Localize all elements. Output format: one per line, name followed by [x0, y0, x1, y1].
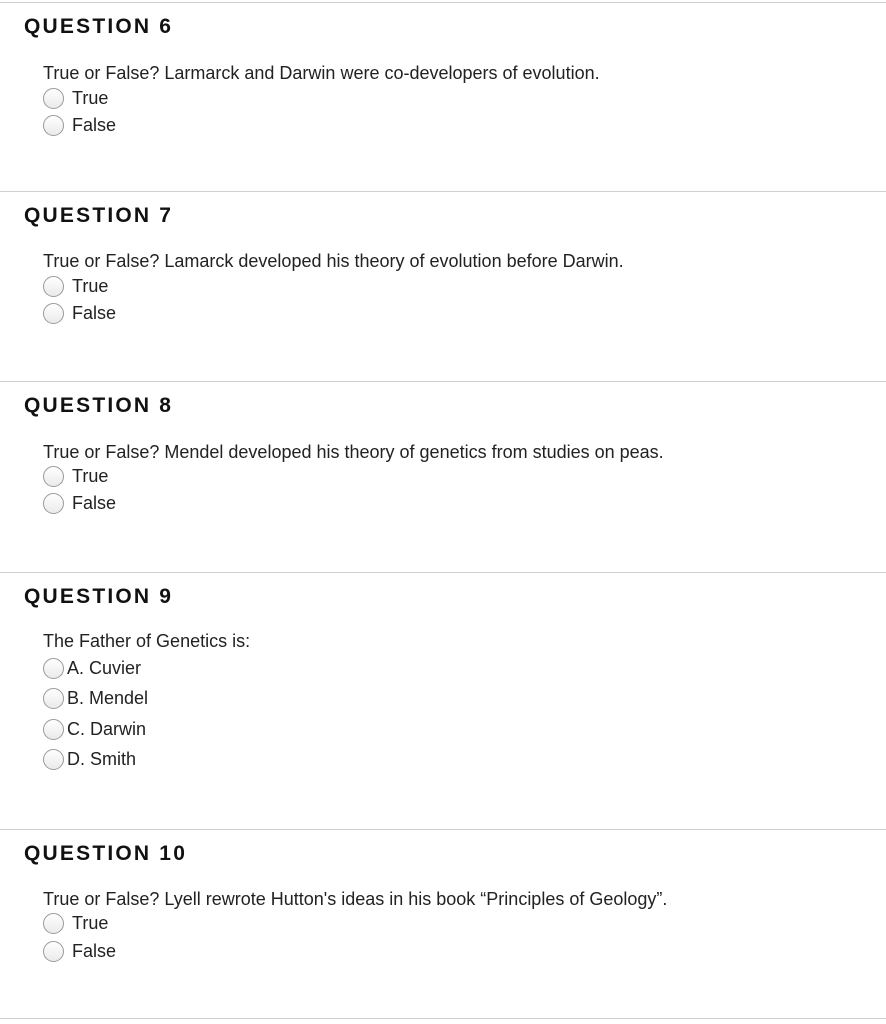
bottom-divider [0, 1018, 886, 1019]
question-title: QUESTION 6 [24, 15, 174, 38]
radio-button[interactable] [43, 466, 64, 487]
option-label: A. Cuvier [67, 657, 142, 678]
option-false[interactable] [43, 112, 116, 138]
option-false[interactable] [43, 300, 116, 326]
radio-button[interactable] [43, 941, 64, 962]
option-label: D. Smith [67, 748, 137, 769]
question-title: QUESTION 8 [24, 394, 174, 417]
question-9 [0, 572, 886, 829]
question-text: True or False? Lamarck developed his theory of evolution before Darwin. [43, 251, 624, 271]
radio-button[interactable] [43, 749, 64, 770]
option-label: False [72, 302, 117, 323]
option-b[interactable] [43, 685, 148, 711]
radio-button[interactable] [43, 88, 64, 109]
radio-button[interactable] [43, 115, 64, 136]
radio-button[interactable] [43, 493, 64, 514]
radio-button[interactable] [43, 276, 64, 297]
option-true[interactable] [43, 85, 108, 111]
option-label: B. Mendel [67, 687, 149, 708]
option-label: False [72, 940, 117, 961]
option-label: True [72, 912, 109, 933]
question-text: True or False? Lyell rewrote Hutton's ideas in his book “Principles of Geology”. [43, 889, 668, 909]
radio-button[interactable] [43, 303, 64, 324]
question-7 [0, 191, 886, 381]
option-a[interactable] [43, 655, 141, 681]
radio-button[interactable] [43, 688, 64, 709]
option-false[interactable] [43, 938, 116, 964]
option-false[interactable] [43, 490, 116, 516]
radio-button[interactable] [43, 719, 64, 740]
question-text: True or False? Mendel developed his theory of genetics from studies on peas. [43, 442, 664, 462]
question-10 [0, 829, 886, 1018]
option-d[interactable] [43, 746, 136, 772]
question-text: True or False? Larmarck and Darwin were co-developers of evolution. [43, 63, 600, 83]
option-true[interactable] [43, 463, 108, 489]
radio-button[interactable] [43, 913, 64, 934]
question-8 [0, 381, 886, 572]
option-label: False [72, 492, 117, 513]
question-title: QUESTION 9 [24, 585, 174, 608]
option-label: False [72, 114, 117, 135]
option-true[interactable] [43, 273, 108, 299]
option-label: True [72, 275, 109, 296]
option-label: True [72, 465, 109, 486]
option-true[interactable] [43, 910, 108, 936]
question-title: QUESTION 7 [24, 204, 174, 227]
option-c[interactable] [43, 716, 146, 742]
radio-button[interactable] [43, 658, 64, 679]
question-text: The Father of Genetics is: [43, 631, 251, 651]
question-title: QUESTION 10 [24, 842, 188, 865]
option-label: C. Darwin [67, 718, 147, 739]
question-6 [0, 2, 886, 191]
option-label: True [72, 87, 109, 108]
